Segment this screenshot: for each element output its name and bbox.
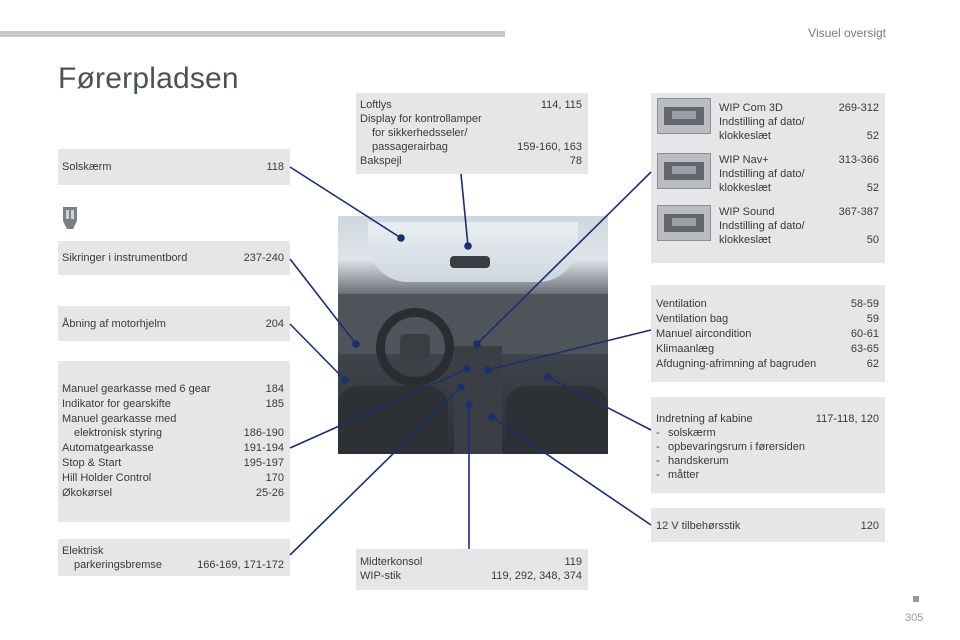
page-title: Førerpladsen	[58, 62, 239, 95]
list-item: - handskerum	[656, 455, 729, 467]
page-number: 305	[905, 612, 924, 624]
vent-row: Afdugning-afrimning af bagruden 62	[656, 358, 879, 370]
gear-row: Hill Holder Control 170	[62, 472, 284, 484]
parkering-line1: Elektrisk	[62, 545, 104, 557]
gear-row: Manuel gearkasse med 6 gear 184	[62, 383, 284, 395]
vent-row: Ventilation bag 59	[656, 313, 879, 325]
solskaerm-page: 118	[266, 161, 284, 173]
vent-row: Manuel aircondition 60-61	[656, 328, 879, 340]
kabine-page: 117-118, 120	[815, 413, 879, 425]
sikringer-page: 237-240	[243, 252, 284, 264]
section-header: Visuel oversigt	[808, 26, 886, 40]
tilbehor-label: 12 V tilbehørsstik	[656, 520, 741, 532]
loftlys-box: Loftlys 114, 115 Display for kontrollamper for sikkerhedsseler/ passagerairbag 159-160, 163 Bakspejl 78	[356, 93, 588, 174]
audio-systems-box: WIP Com 3D 269-312 Indstilling af dato/ klokkeslæt 52 WIP Nav+ 313-366 Indstilling af dato/ klokkeslæt 52 WIP Sound 367-387 Indstilling af dato/ klokkeslæt 50	[651, 93, 885, 263]
motorhjelm-label: Åbning af motorhjelm	[62, 318, 166, 330]
motorhjelm-page: 204	[265, 318, 284, 330]
parkering-page: 166-169, 171-172	[197, 559, 284, 571]
kabine-title: Indretning af kabine	[656, 413, 753, 425]
gear-row: Automatgearkasse 191-194	[62, 442, 284, 454]
sikringer-label: Sikringer i instrumentbord	[62, 252, 188, 264]
vent-row: Ventilation 58-59	[656, 298, 879, 310]
parkering-line2: parkeringsbremse	[74, 559, 163, 571]
list-item: - opbevaringsrum i førersiden	[656, 441, 805, 453]
midterkonsol-box: Midterkonsol 119 WIP-stik 119, 292, 348, 374	[356, 549, 588, 590]
list-item: - måtter	[656, 469, 700, 481]
gear-row: Økokørsel 25-26	[62, 487, 284, 499]
gear-row: elektronisk styring 186-190	[74, 427, 284, 439]
tilbehor-page: 120	[860, 520, 879, 532]
list-item: - solskærm	[656, 427, 716, 439]
gear-row: Stop & Start 195-197	[62, 457, 284, 469]
gear-row: Indikator for gearskifte 185	[62, 398, 284, 410]
solskaerm-label: Solskærm	[62, 161, 112, 173]
page-marker	[913, 596, 919, 602]
gear-row: Manuel gearkasse med	[62, 413, 177, 425]
vent-row: Klimaanlæg 63-65	[656, 343, 879, 355]
